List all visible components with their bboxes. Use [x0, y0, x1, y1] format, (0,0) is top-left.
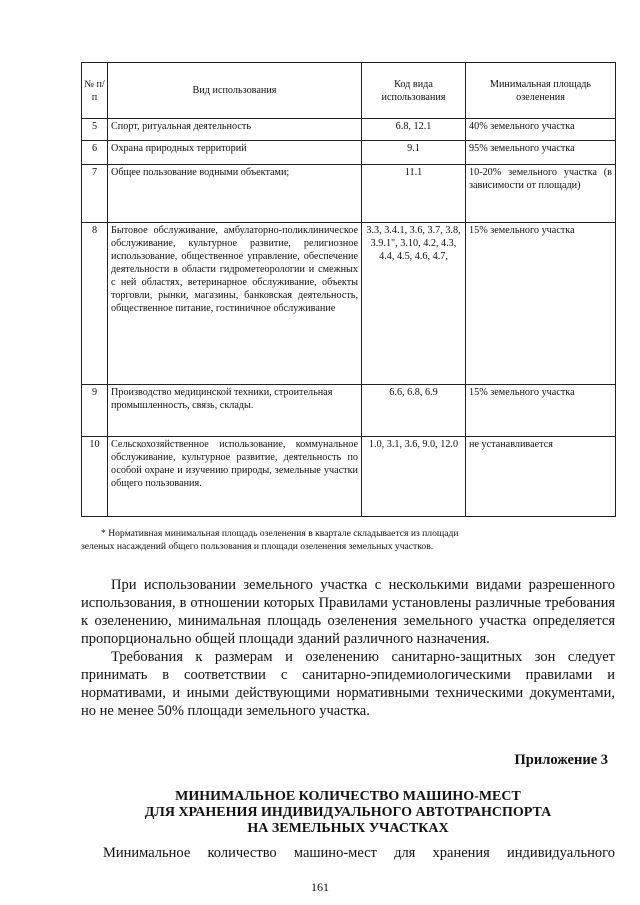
- table-row: [82, 223, 616, 385]
- row-min-greening: 40% земельного участка: [466, 119, 616, 141]
- footnote-line: зеленых насаждений общего пользования и площади озеленения земельных участков.: [81, 541, 434, 552]
- header-min-greening: Минимальная площадь озеленения: [466, 63, 616, 119]
- row-use-type: Сельскохозяйственное использование, коммунальное обслуживание, культурное развитие, деятельность по особой охране и изучению природы, земельные участки общего пользования.: [108, 437, 362, 517]
- table-row: [82, 165, 616, 223]
- section-heading: [81, 789, 615, 837]
- row-use-code: 9.1: [362, 141, 466, 165]
- row-use-type: Охрана природных территорий: [108, 141, 362, 165]
- row-number: 9: [82, 385, 108, 437]
- row-number: 5: [82, 119, 108, 141]
- row-number: 10: [82, 437, 108, 517]
- footnote-line: * Нормативная минимальная площадь озеленения в квартале складывается из площади: [101, 528, 459, 539]
- appendix-label: Приложение 3: [514, 752, 608, 768]
- table-row: [82, 119, 616, 141]
- row-use-code: 3.3, 3.4.1, 3.6, 3.7, 3.8, 3.9.1", 3.10, 4.2, 4.3, 4.4, 4.5, 4.6, 4.7,: [362, 223, 466, 385]
- row-use-code: 6.6, 6.8, 6.9: [362, 385, 466, 437]
- row-number: 8: [82, 223, 108, 385]
- table-row: [82, 385, 616, 437]
- header-number: № п/п: [82, 63, 108, 119]
- row-min-greening: не устанавливается: [466, 437, 616, 517]
- paragraph: Требования к размерам и озеленению санитарно-защитных зон следует принимать в соответствии с санитарно-эпидемиологическими правилами и нормативами, и иными действующими нормативными техническими документами, но не менее 50% площади земельного участка.: [81, 649, 615, 719]
- row-min-greening: 15% земельного участка: [466, 223, 616, 385]
- table-row: [82, 141, 616, 165]
- table-row: [82, 437, 616, 517]
- page-number: 161: [311, 880, 329, 894]
- header-use-code: Код вида использования: [362, 63, 466, 119]
- row-min-greening: 10-20% земельного участка (в зависимости от площади): [466, 165, 616, 223]
- heading-line: НА ЗЕМЕЛЬНЫХ УЧАСТКАХ: [247, 821, 449, 836]
- row-min-greening: 95% земельного участка: [466, 141, 616, 165]
- row-use-type: Производство медицинской техники, строительная промышленность, связь, склады.: [108, 385, 362, 437]
- row-use-code: 11.1: [362, 165, 466, 223]
- table-footnote: [81, 527, 615, 553]
- row-use-type: Спорт, ритуальная деятельность: [108, 119, 362, 141]
- row-number: 6: [82, 141, 108, 165]
- table-header-row: [82, 63, 616, 119]
- greening-norms-table: [81, 62, 616, 517]
- row-use-type: Бытовое обслуживание, амбулаторно-поликлиническое обслуживание, культурное развитие, религиозное использование, общественное управление, обеспечение деятельности в области гидрометеорологии и смежных с ней областях, ветеринарное обслуживание, объекты торговли, рынки, магазины, банковская деятельность, общественное питание, гостиничное обслуживание: [108, 223, 362, 385]
- row-min-greening: 15% земельного участка: [466, 385, 616, 437]
- heading-line: ДЛЯ ХРАНЕНИЯ ИНДИВИДУАЛЬНОГО АВТОТРАНСПОРТА: [144, 805, 552, 820]
- row-use-code: 1.0, 3.1, 3.6, 9.0, 12.0: [362, 437, 466, 517]
- row-use-type: Общее пользование водными объектами;: [108, 165, 362, 223]
- row-number: 7: [82, 165, 108, 223]
- body-text: [81, 576, 615, 720]
- heading-line: МИНИМАЛЬНОЕ КОЛИЧЕСТВО МАШИНО-МЕСТ: [175, 789, 521, 804]
- row-use-code: 6.8, 12.1: [362, 119, 466, 141]
- header-use-type: Вид использования: [108, 63, 362, 119]
- paragraph: При использовании земельного участка с несколькими видами разрешенного использования, в отношении которых Правилами установлены различные требования к озеленению, минимальная площадь озеленения земельного участка определяется пропорционально общей площади зданий различного назначения.: [81, 577, 615, 647]
- paragraph: Минимальное количество машино-мест для хранения индивидуального: [103, 845, 615, 861]
